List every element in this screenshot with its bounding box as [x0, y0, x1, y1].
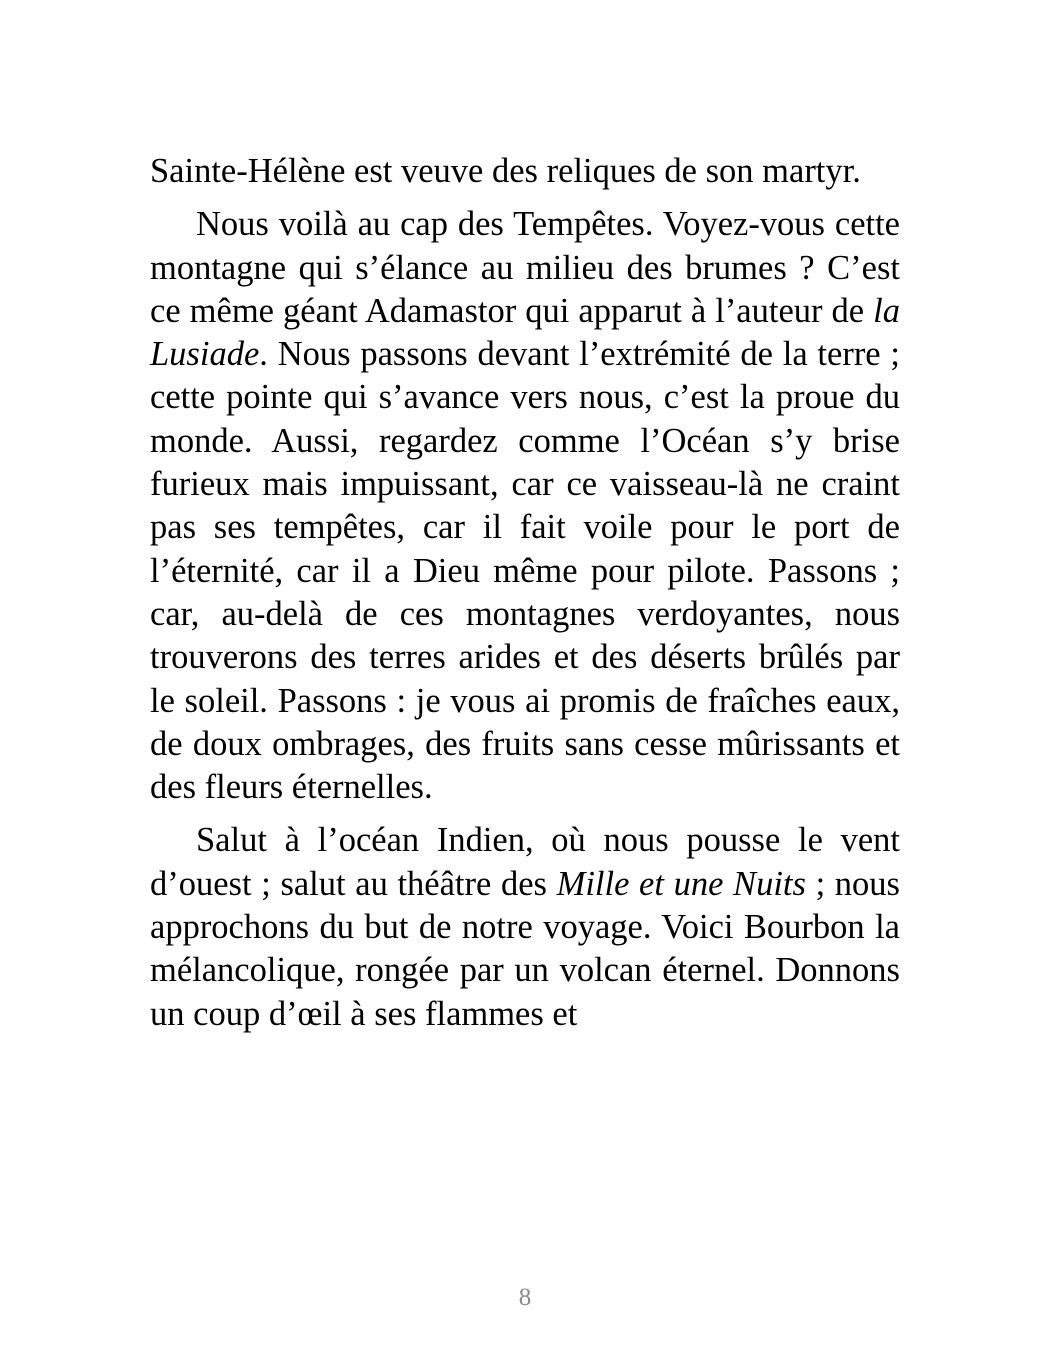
page-number: 8	[518, 1284, 532, 1311]
paragraph-ocean-indien	[150, 819, 900, 1035]
paragraph-continuation	[150, 150, 900, 193]
text-run: ; nous approchons du but de notre voyage. Voici Bourbon la mélancolique, rongée par un volcan éternel. Donnons un coup d’œil à ses flammes et	[150, 864, 900, 1033]
paragraph-cap-des-tempetes	[150, 203, 900, 809]
book-title-italic: Mille et une Nuits	[556, 864, 806, 903]
text-run: Sainte-Hélène est veuve des reliques de son martyr.	[150, 152, 861, 190]
text-run: Nous voilà au cap des Tempêtes. Voyez-vous cette montagne qui s’élance au milieu des brumes ? C’est ce même géant Adamastor qui apparut à l’auteur de	[150, 205, 900, 330]
book-title-italic: la Lusiade	[150, 291, 900, 374]
text-run: Salut à l’océan Indien, où nous pousse le vent d’ouest ; salut au théâtre des	[150, 821, 900, 903]
text-run: . Nous passons devant l’extrémité de la terre ; cette pointe qui s’avance vers nous, c’est la proue du monde. Aussi, regardez comme l’Océan s’y brise furieux mais impuissant, car ce vaisseau-là ne craint pas ses tempêtes, car il fait voile pour le port de l’éternité, car il a Dieu même pour pilote. Passons ; car, au-delà de ces montagnes verdoyantes, nous trouverons des terres arides et des déserts brûlés par le soleil. Passons : je vous ai promis de fraîches eaux, de doux ombrages, des fruits sans cesse mûrissants et des fleurs éternelles.	[150, 335, 900, 807]
body-text	[150, 150, 900, 1046]
